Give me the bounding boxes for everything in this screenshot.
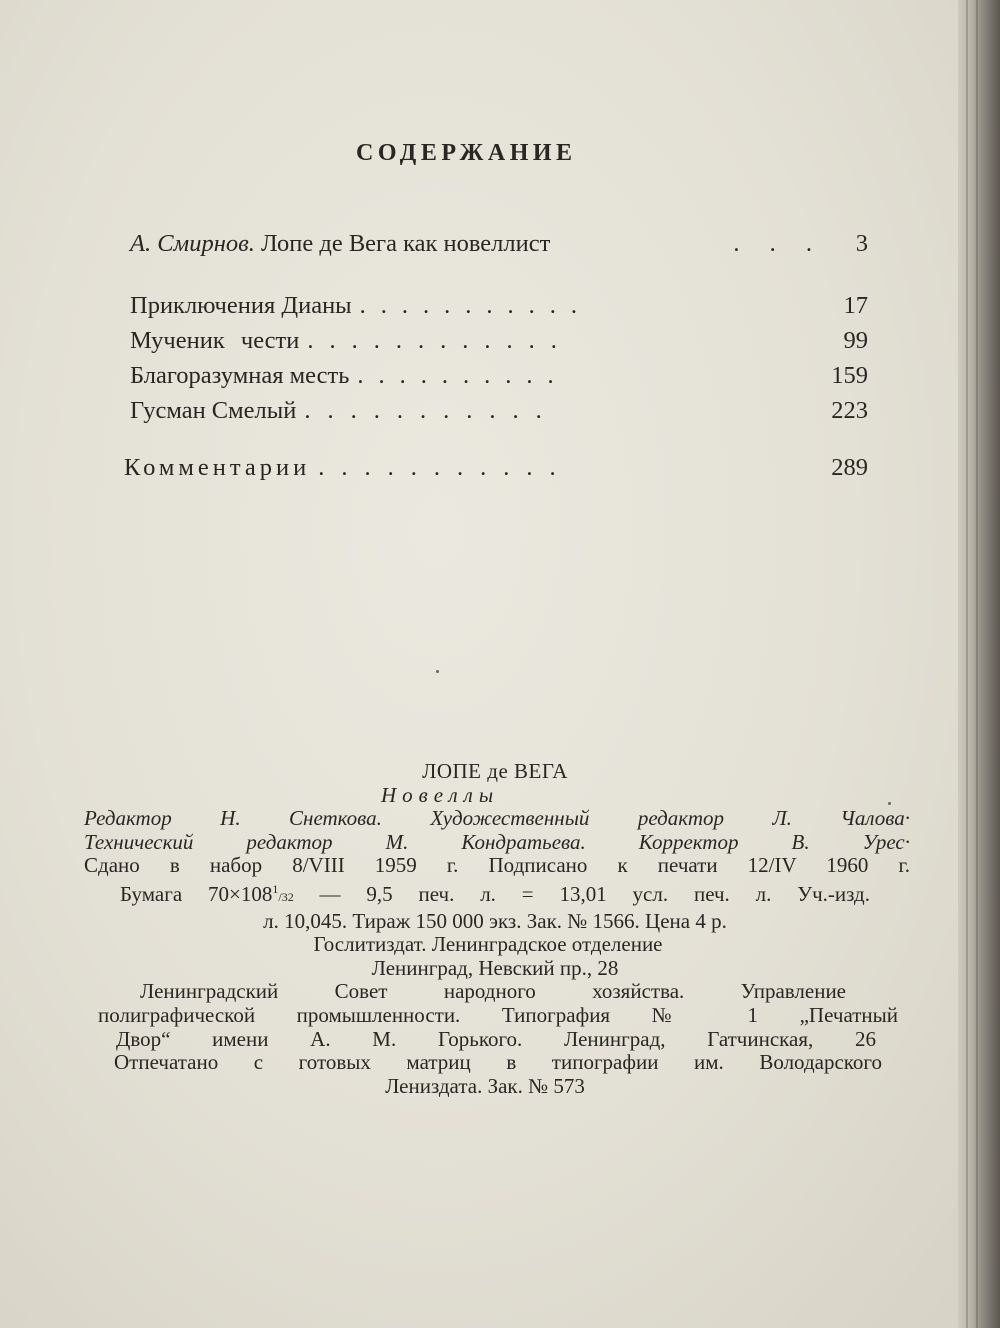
toc-entry-leader: ...........	[318, 454, 573, 481]
toc-entry-page: 289	[831, 454, 868, 481]
toc-entry-leader: ...........	[359, 292, 593, 319]
toc-entry-page: 223	[831, 397, 868, 424]
imprint-line: Лениздата. Зак. № 573	[385, 1073, 585, 1098]
toc-entry	[130, 230, 868, 266]
imprint-fraction-numerator: 1	[272, 881, 279, 896]
imprint-line-part: — 9,5 печ. л. = 13,01 усл. печ. л. Уч.-изд.	[293, 881, 870, 906]
imprint-line: Сдано в набор 8/VIII 1959 г. Подписано к печати 12/IV 1960 г.	[84, 853, 910, 878]
imprint-line: полиграфической промышленности. Типография № 1 „Печатный	[98, 1002, 898, 1027]
page-edge-line	[966, 0, 968, 1328]
toc-entry-title: Мученик чести	[130, 327, 300, 354]
imprint-line: Ленинградский Совет народного хозяйства. Управление	[140, 979, 846, 1004]
toc-entry	[130, 292, 868, 328]
toc-entry-author: А. Смирнов.	[130, 230, 255, 257]
imprint-work: Новеллы	[380, 782, 500, 807]
toc-entry-title: Благоразумная месть	[130, 362, 350, 389]
paper-speck	[888, 802, 891, 805]
toc-entry-leader: ...........	[304, 397, 559, 424]
toc-entry-leader: . . .	[733, 230, 824, 257]
toc-entry-page: 159	[831, 362, 868, 389]
toc-entry	[130, 397, 868, 433]
paper-speck	[436, 670, 439, 673]
toc-entry-page: 3	[855, 230, 868, 257]
toc-entry	[130, 327, 868, 363]
imprint-line-paper	[120, 878, 870, 910]
toc-entry-title: Гусман Смелый	[130, 397, 297, 424]
imprint-line: Гослитиздат. Ленинградское отделение	[313, 932, 663, 957]
toc-entry-title: Комментарии	[124, 454, 311, 481]
toc-entry	[124, 454, 868, 490]
imprint	[80, 760, 910, 1098]
toc-entry-title: Лопе де Вега как новеллист	[254, 230, 551, 257]
toc-entry-leader: ............	[307, 327, 573, 354]
imprint-line-part: Бумага 70×108	[120, 881, 273, 906]
toc-entry-leader: ..........	[357, 362, 569, 389]
page-edge-shadow	[958, 0, 1000, 1328]
page-edge-line	[976, 0, 978, 1328]
toc-entry	[130, 362, 868, 398]
toc-heading: СОДЕРЖАНИЕ	[356, 140, 577, 166]
imprint-line: Отпечатано с готовых матриц в типографии им. Володарского	[114, 1050, 882, 1075]
toc-entry-title: Приключения Дианы	[130, 292, 352, 319]
imprint-line: Ленинград, Невский пр., 28	[371, 955, 619, 980]
imprint-author: ЛОПЕ де ВЕГА	[422, 759, 568, 783]
toc-entry-page: 17	[843, 292, 868, 319]
imprint-line: Редактор Н. Снеткова. Художественный редактор Л. Чалова·	[84, 806, 910, 831]
toc-entry-page: 99	[843, 327, 868, 354]
imprint-line: л. 10,045. Тираж 150 000 экз. Зак. № 1566. Цена 4 р.	[263, 908, 727, 933]
imprint-line: Технический редактор М. Кондратьева. Корректор В. Урес·	[84, 829, 910, 854]
imprint-line: Двор“ имени А. М. Горького. Ленинград, Гатчинская, 26	[116, 1026, 876, 1051]
imprint-fraction-denominator: /32	[278, 889, 294, 904]
